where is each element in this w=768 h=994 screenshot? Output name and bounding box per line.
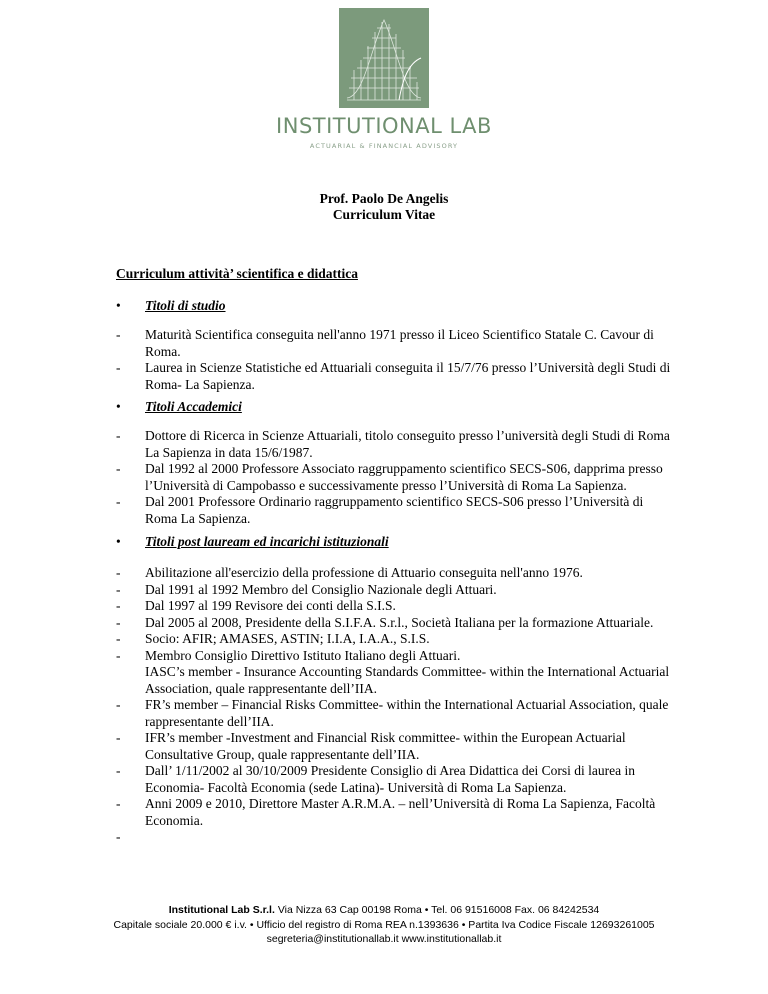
list-item: - Dal 2001 Professore Ordinario raggruppamento scientifico SECS-S06 presso l’Università di Roma La Sapienza.	[116, 494, 644, 526]
footer-company: Institutional Lab S.r.l.	[168, 904, 275, 916]
list-item: - Dal 1991 al 1992 Membro del Consiglio Nazionale degli Attuari.	[116, 581, 497, 597]
list-item: - Dall’ 1/11/2002 al 30/10/2009 Presidente Consiglio di Area Didattica dei Corsi di laurea in Economia- Facoltà Economia (sede Latina)- Università di Roma La Sapienza.	[116, 763, 636, 795]
list-item: - Maturità Scientifica conseguita nell'anno 1971 presso il Liceo Scientifico Statale C. Cavour di Roma.	[116, 327, 654, 359]
list-item: - Laurea in Scienze Statistiche ed Attuariali conseguita il 15/7/76 presso l’Università degli Studi di Roma- La Sapienza.	[116, 360, 671, 392]
list-item: - Dal 1992 al 2000 Professore Associato raggruppamento scientifico SECS-S06, dapprima presso l’Università di Campobasso e successivamente presso l’Università di Roma La Sapienza.	[116, 461, 663, 493]
list-titoli-studio	[116, 327, 676, 393]
list-item: - Dal 2005 al 2008, Presidente della S.I.F.A. S.r.l., Società Italiana per la formazione Attuariale.	[116, 614, 654, 630]
bullet-icon: •	[116, 534, 121, 549]
list-item-empty: -	[116, 829, 121, 844]
list-item: - Dal 1997 al 199 Revisore dei conti della S.I.S.	[116, 598, 396, 613]
list-titoli-accademici	[116, 428, 676, 527]
list-item: - Dottore di Ricerca in Scienze Attuariali, titolo conseguito presso l’università degli Studi di Roma La Sapienza in data 15/6/1987.	[116, 428, 670, 460]
company-logo	[0, 0, 768, 160]
cv-author-name: Prof. Paolo De Angelis	[319, 191, 449, 206]
logo-emblem	[339, 8, 429, 108]
list-titoli-post-lauream	[116, 565, 676, 846]
bell-curve-grid-icon	[339, 8, 429, 108]
logo-tagline: ACTUARIAL & FINANCIAL ADVISORY	[309, 142, 459, 150]
cv-subtitle: Curriculum Vitae	[332, 207, 436, 222]
list-item: - Anni 2009 e 2010, Direttore Master A.R.M.A. – nell’Università di Roma La Sapienza, Facoltà Economia.	[116, 796, 656, 828]
bullet-icon: •	[116, 298, 121, 313]
list-item: - Membro Consiglio Direttivo Istituto Italiano degli Attuari. IASC’s member - Insurance Accounting Standards Committee- within the International Actuarial Association, quale rappresentante dell’IIA.	[116, 647, 670, 696]
footer	[0, 903, 768, 947]
list-item: - IFR’s member -Investment and Financial Risk committee- within the European Actuarial Consultative Group, quale rappresentante dell’IIA.	[116, 730, 626, 762]
list-item: - Socio: AFIR; AMASES, ASTIN; I.I.A, I.A.A., S.I.S.	[116, 631, 430, 646]
footer-line-1: Institutional Lab S.r.l. Via Nizza 63 Cap 00198 Roma • Tel. 06 91516008 Fax. 06 84242534	[168, 904, 600, 916]
section-title: Curriculum attività’ scientifica e didattica	[116, 266, 358, 281]
logo-name: INSTITUTIONAL LAB	[276, 114, 492, 138]
footer-line-2: Capitale sociale 20.000 € i.v. • Ufficio del registro di Roma REA n.1393636 • Partita Iva Codice Fiscale 12693261005	[113, 918, 655, 931]
list-item: - FR’s member – Financial Risks Committee- within the International Actuarial Association, quale rappresentante dell’IIA.	[116, 697, 669, 729]
footer-line-3: segreteria@institutionallab.it www.institutionallab.it	[266, 933, 502, 945]
bullet-icon: •	[116, 399, 121, 414]
list-item: - Abilitazione all'esercizio della professione di Attuario conseguita nell'anno 1976.	[116, 565, 583, 580]
